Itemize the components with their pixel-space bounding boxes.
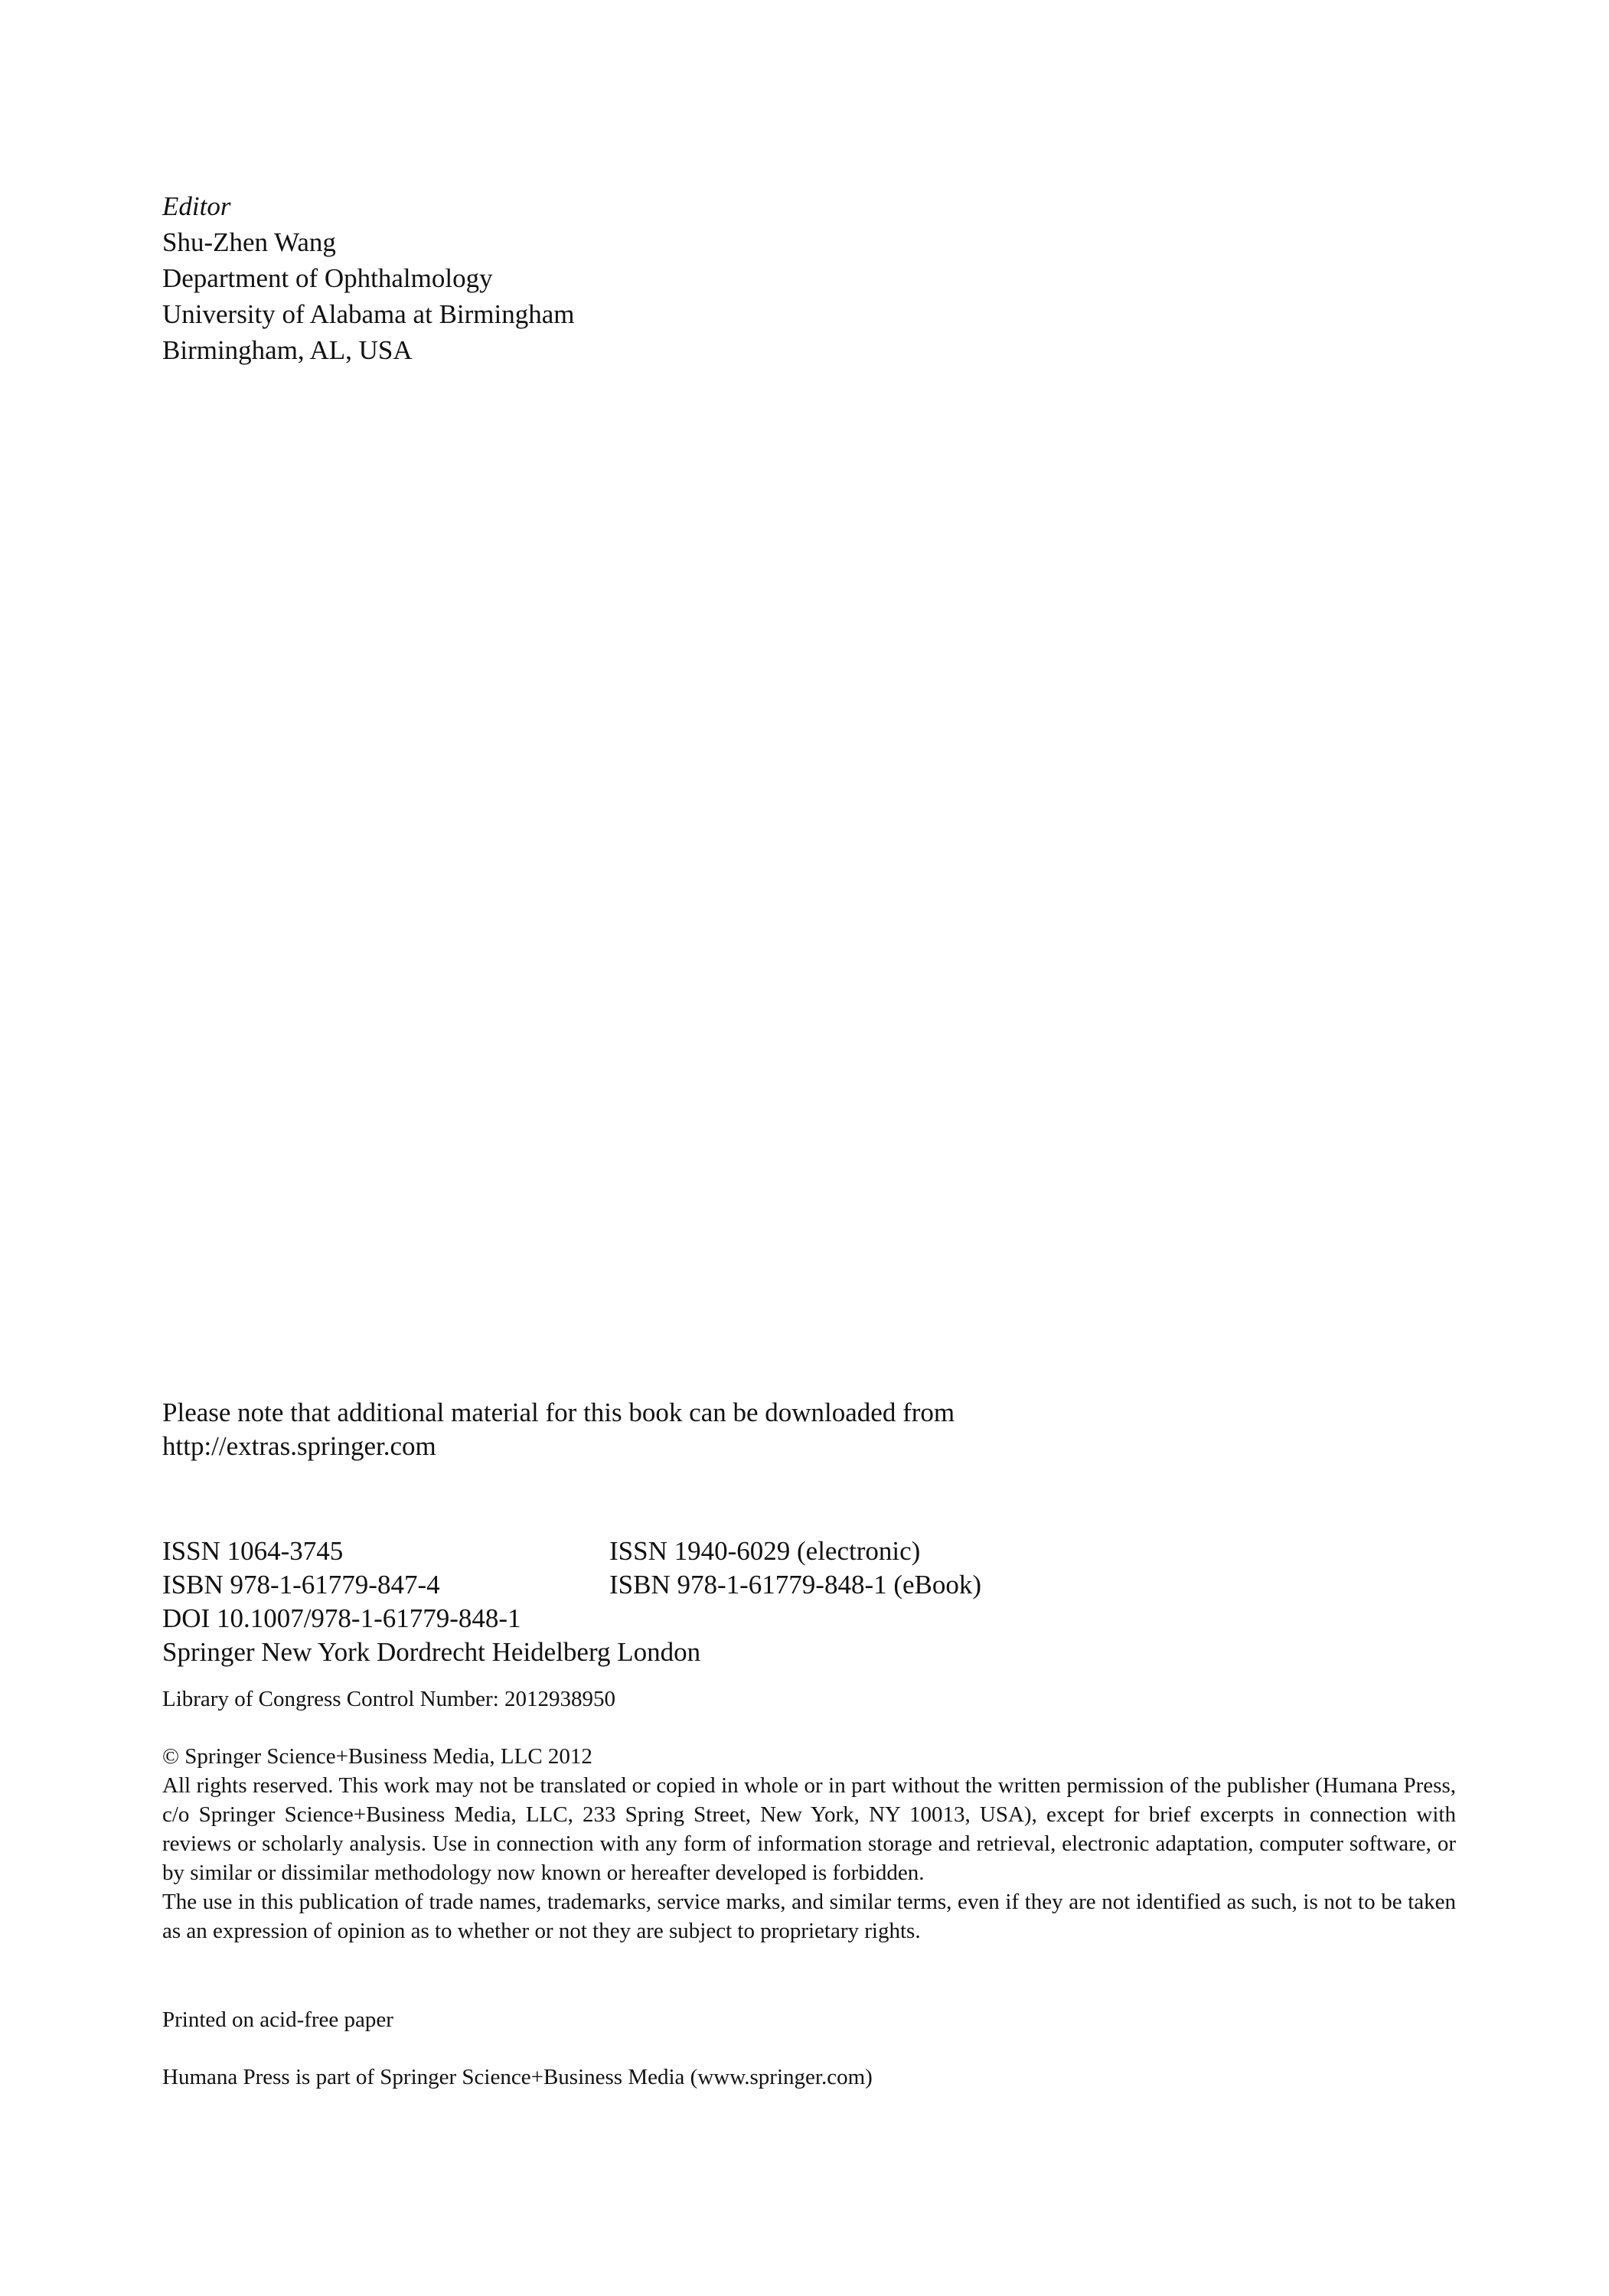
download-link[interactable]: http://extras.springer.com — [162, 1431, 436, 1461]
isbn-row — [162, 1568, 1464, 1602]
issn-electronic: ISSN 1940-6029 (electronic) — [609, 1536, 921, 1566]
editor-label: Editor — [162, 191, 231, 221]
download-note — [162, 1396, 1464, 1463]
printed-note — [162, 2005, 1464, 2034]
printed-note-text: Printed on acid-free paper — [162, 2007, 393, 2032]
humana-note-text: Humana Press is part of Springer Science+Business Media (www.springer.com) — [162, 2065, 873, 2089]
editor-department: Department of Ophthalmology — [162, 263, 493, 293]
humana-note — [162, 2063, 1464, 2092]
doi: DOI 10.1007/978-1-61779-848-1 — [162, 1603, 521, 1633]
isbn-ebook: ISBN 978-1-61779-848-1 (eBook) — [609, 1570, 982, 1600]
trademark-statement: The use in this publication of trade names, trademarks, service marks, and similar terms, even if they are not identified as such, is not to be taken as an expression of opinion as to whether or not they are subject to proprietary rights. — [162, 1890, 1456, 1943]
editor-university: University of Alabama at Birmingham — [162, 299, 575, 329]
editor-block — [162, 188, 1464, 368]
lccn-text: Library of Congress Control Number: 2012938950 — [162, 1687, 616, 1711]
copyright-notice: © Springer Science+Business Media, LLC 2012 — [162, 1744, 592, 1769]
legal-block — [162, 1742, 1456, 1945]
identifiers-block — [162, 1534, 1464, 1669]
download-note-text: Please note that additional material for this book can be downloaded from — [162, 1397, 955, 1427]
isbn-print: ISBN 978-1-61779-847-4 — [162, 1570, 440, 1600]
issn-row — [162, 1534, 1464, 1568]
lccn — [162, 1684, 1464, 1714]
editor-location: Birmingham, AL, USA — [162, 335, 413, 365]
editor-name: Shu-Zhen Wang — [162, 227, 336, 257]
issn-print: ISSN 1064-3745 — [162, 1536, 344, 1566]
publisher-cities: Springer New York Dordrecht Heidelberg London — [162, 1637, 701, 1667]
rights-statement: All rights reserved. This work may not be translated or copied in whole or in part without the written permission of the publisher (Humana Press, c/o Springer Science+Business Media, LLC, 233 Spring Street, New York, NY 10013, USA), except for brief excerpts in connection with reviews or scholarly analysis. Use in connection with any form of information storage and retrieval, electronic adaptation, computer software, or by similar or dissimilar methodology now known or hereafter developed is forbidden. — [162, 1773, 1456, 1885]
